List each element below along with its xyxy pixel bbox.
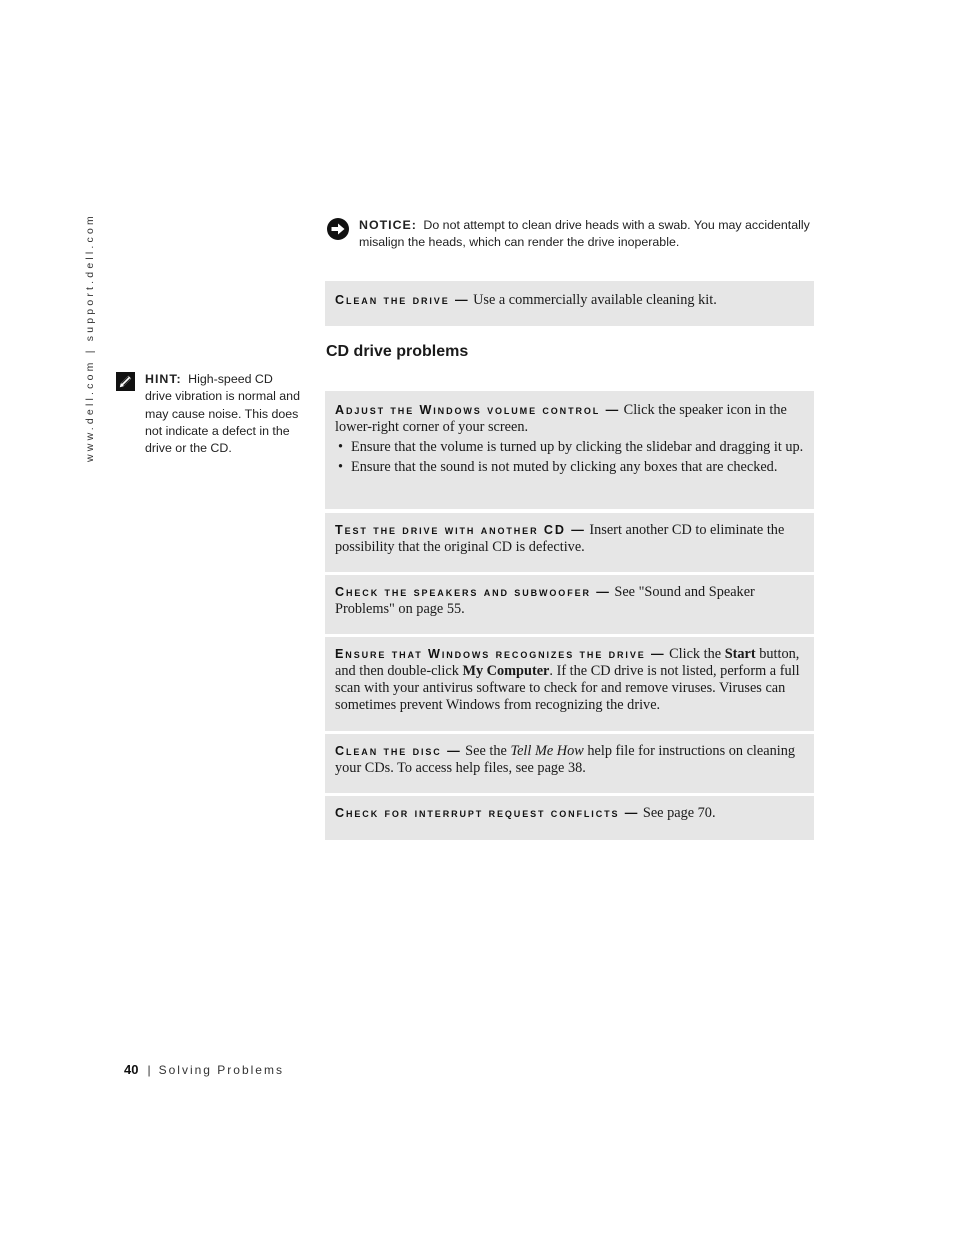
test-cd-lead: Test the drive with another CD — xyxy=(335,523,586,537)
volume-bullet-1: • Ensure that the volume is turned up by clicking the slidebar and dragging it up. xyxy=(335,439,804,456)
irq-box xyxy=(325,796,814,840)
speakers-box xyxy=(325,575,814,634)
clean-drive-lead: Clean the drive — xyxy=(335,293,470,307)
tell-me-how-term: Tell Me How xyxy=(510,743,584,759)
clean-drive-box xyxy=(325,281,814,326)
hint-pencil-icon xyxy=(116,372,135,391)
page-number: 40 xyxy=(124,1062,139,1077)
recognize-lead: Ensure that Windows recognizes the drive — xyxy=(335,647,666,661)
hint-label: HINT: xyxy=(145,372,182,386)
hint-body: High-speed CD drive vibration is normal and may cause noise. This does not indicate a defect in the drive or the CD. xyxy=(145,372,300,456)
test-cd-box xyxy=(325,513,814,572)
notice-arrow-icon xyxy=(326,217,350,241)
irq-text: See page 70. xyxy=(642,805,716,821)
volume-box xyxy=(325,391,814,509)
side-url: www.dell.com | support.dell.com xyxy=(84,213,96,462)
speakers-lead: Check the speakers and subwoofer — xyxy=(335,585,611,599)
my-computer-term: My Computer xyxy=(462,663,550,679)
test-cd-text: Insert another CD to eliminate the possibility that the original CD is defective. xyxy=(335,522,785,555)
clean-disc-text-2: help file for instructions on cleaning your CDs. To access help files, see page 38. xyxy=(335,743,796,776)
volume-lead: Adjust the Windows volume control — xyxy=(335,403,621,417)
volume-bullet-2: • Ensure that the sound is not muted by clicking any boxes that are checked. xyxy=(335,459,804,476)
recognize-text-2: button, and then double-click xyxy=(335,646,800,679)
recognize-box xyxy=(325,637,814,731)
clean-disc-lead: Clean the disc — xyxy=(335,744,462,758)
clean-disc-text-1: See the xyxy=(465,743,507,759)
recognize-text-1: Click the xyxy=(669,646,722,662)
volume-bullets xyxy=(335,439,804,476)
hint-text xyxy=(145,371,300,457)
clean-drive-text: Use a commercially available cleaning kit. xyxy=(473,292,717,308)
notice-text xyxy=(359,217,816,251)
chapter-title: Solving Problems xyxy=(158,1063,284,1077)
irq-lead: Check for interrupt request conflicts — xyxy=(335,806,640,820)
notice-block xyxy=(326,217,816,251)
speakers-text: See "Sound and Speaker Problems" on page 55. xyxy=(335,584,755,617)
page-footer xyxy=(124,1062,284,1077)
section-title: CD drive problems xyxy=(326,343,469,360)
hint-block xyxy=(116,371,300,457)
footer-separator: | xyxy=(147,1063,151,1077)
recognize-text-3: . If the CD drive is not listed, perform a full scan with your antivirus software to check for and remove viruses. Viruses can sometimes prevent Windows from recognizing the drive. xyxy=(335,663,800,713)
clean-disc-box xyxy=(325,734,814,793)
start-term: Start xyxy=(724,646,756,662)
volume-text: Click the speaker icon in the lower-right corner of your screen. xyxy=(335,402,787,435)
notice-label: NOTICE: xyxy=(359,218,417,232)
notice-body: Do not attempt to clean drive heads with a swab. You may accidentally misalign the heads, which can render the drive inoperable. xyxy=(359,218,810,249)
